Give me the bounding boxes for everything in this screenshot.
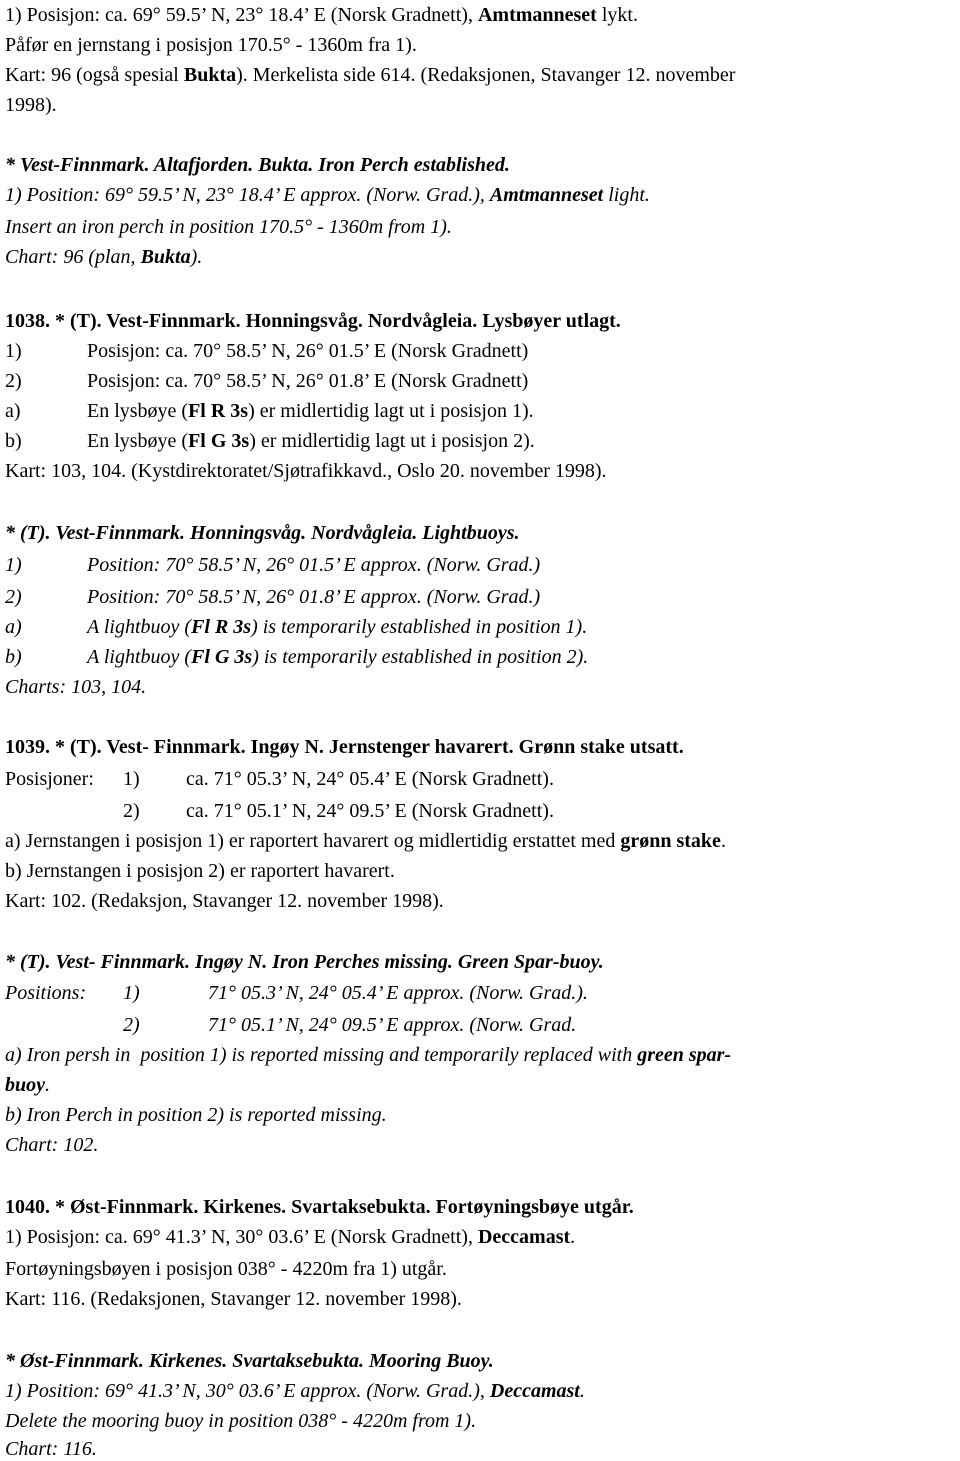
english-chart-line: Chart: 96 (plan, Bukta). [5, 246, 203, 268]
notice-heading: 1040. * Øst-Finnmark. Kirkenes. Svartaksebukta. Fortøyningsbøye utgår. [5, 1196, 634, 1218]
notice-item: b) En lysbøye (Fl G 3s) er midlertidig lagt ut i posisjon 2). [5, 430, 535, 452]
english-position-line: 2) 71° 05.1’ N, 24° 09.5’ E approx. (Norw. Grad. [123, 1014, 577, 1036]
english-position-line: Positions: 1) 71° 05.3’ N, 24° 05.4’ E approx. (Norw. Grad.). [5, 982, 588, 1004]
english-item: a) A lightbuoy (Fl R 3s) is temporarily established in position 1). [5, 616, 588, 638]
english-notice-heading: * Øst-Finnmark. Kirkenes. Svartaksebukta. Mooring Buoy. [5, 1350, 494, 1372]
english-text-line: Delete the mooring buoy in position 038° - 4220m from 1). [5, 1410, 477, 1432]
notice-item: a) En lysbøye (Fl R 3s) er midlertidig lagt ut i posisjon 1). [5, 400, 534, 422]
english-position-line: 1) Position: 69° 41.3’ N, 30° 03.6’ E approx. (Norw. Grad.), Deccamast. [5, 1380, 585, 1402]
english-position-line: 2) Position: 70° 58.5’ N, 26° 01.8’ E approx. (Norw. Grad.) [5, 586, 541, 608]
notice-item: b) Jernstangen i posisjon 2) er raportert havarert. [5, 860, 395, 882]
english-chart-line: Chart: 102. [5, 1134, 99, 1156]
english-item: b) A lightbuoy (Fl G 3s) is temporarily established in position 2). [5, 646, 589, 668]
english-notice-heading: * (T). Vest-Finnmark. Honningsvåg. Nordvågleia. Lightbuoys. [5, 522, 520, 544]
position-line: Posisjoner: 1) ca. 71° 05.3’ N, 24° 05.4’ E (Norsk Gradnett). [5, 768, 554, 790]
english-item: a) Iron persh in position 1) is reported missing and temporarily replaced with green spar- [5, 1044, 732, 1066]
position-line: 1) Posisjon: ca. 69° 41.3’ N, 30° 03.6’ E (Norsk Gradnett), Deccamast. [5, 1226, 576, 1248]
english-notice-heading: * Vest-Finnmark. Altafjorden. Bukta. Iron Perch established. [5, 154, 510, 176]
english-position-line: 1) Position: 69° 59.5’ N, 23° 18.4’ E approx. (Norw. Grad.), Amtmanneset light. [5, 184, 650, 206]
english-text-line: Insert an iron perch in position 170.5° - 1360m from 1). [5, 216, 452, 238]
notice-chart-line: Kart: 116. (Redaksjonen, Stavanger 12. november 1998). [5, 1288, 462, 1310]
position-line: 2) ca. 71° 05.1’ N, 24° 09.5’ E (Norsk Gradnett). [123, 800, 554, 822]
notice-heading: 1039. * (T). Vest- Finnmark. Ingøy N. Jernstenger havarert. Grønn stake utsatt. [5, 736, 684, 758]
notice-chart-line: Kart: 103, 104. (Kystdirektoratet/Sjøtrafikkavd., Oslo 20. november 1998). [5, 460, 607, 482]
english-chart-line: Charts: 103, 104. [5, 676, 147, 698]
notice-position-line: 1) Posisjon: ca. 69° 59.5’ N, 23° 18.4’ E (Norsk Gradnett), Amtmanneset lykt. [5, 4, 638, 26]
notice-chart-line: Kart: 96 (også spesial Bukta). Merkelista side 614. (Redaksjonen, Stavanger 12. november [5, 64, 736, 86]
notice-chart-line-cont: 1998). [5, 94, 57, 116]
notice-text-line: Fortøyningsbøyen i posisjon 038° - 4220m fra 1) utgår. [5, 1258, 447, 1280]
english-position-line: 1) Position: 70° 58.5’ N, 26° 01.5’ E approx. (Norw. Grad.) [5, 554, 541, 576]
english-item-cont: buoy. [5, 1074, 50, 1096]
position-line: 2) Posisjon: ca. 70° 58.5’ N, 26° 01.8’ E (Norsk Gradnett) [5, 370, 529, 392]
english-notice-heading: * (T). Vest- Finnmark. Ingøy N. Iron Perches missing. Green Spar-buoy. [5, 951, 604, 973]
notice-chart-line: Kart: 102. (Redaksjon, Stavanger 12. november 1998). [5, 890, 444, 912]
english-chart-line: Chart: 116. [5, 1438, 97, 1460]
position-line: 1) Posisjon: ca. 70° 58.5’ N, 26° 01.5’ E (Norsk Gradnett) [5, 340, 529, 362]
english-item: b) Iron Perch in position 2) is reported missing. [5, 1104, 387, 1126]
notice-text-line: Påfør en jernstang i posisjon 170.5° - 1360m fra 1). [5, 34, 417, 56]
notice-item: a) Jernstangen i posisjon 1) er raportert havarert og midlertidig erstattet med grønn stake. [5, 830, 726, 852]
notice-heading: 1038. * (T). Vest-Finnmark. Honningsvåg. Nordvågleia. Lysbøyer utlagt. [5, 310, 621, 332]
